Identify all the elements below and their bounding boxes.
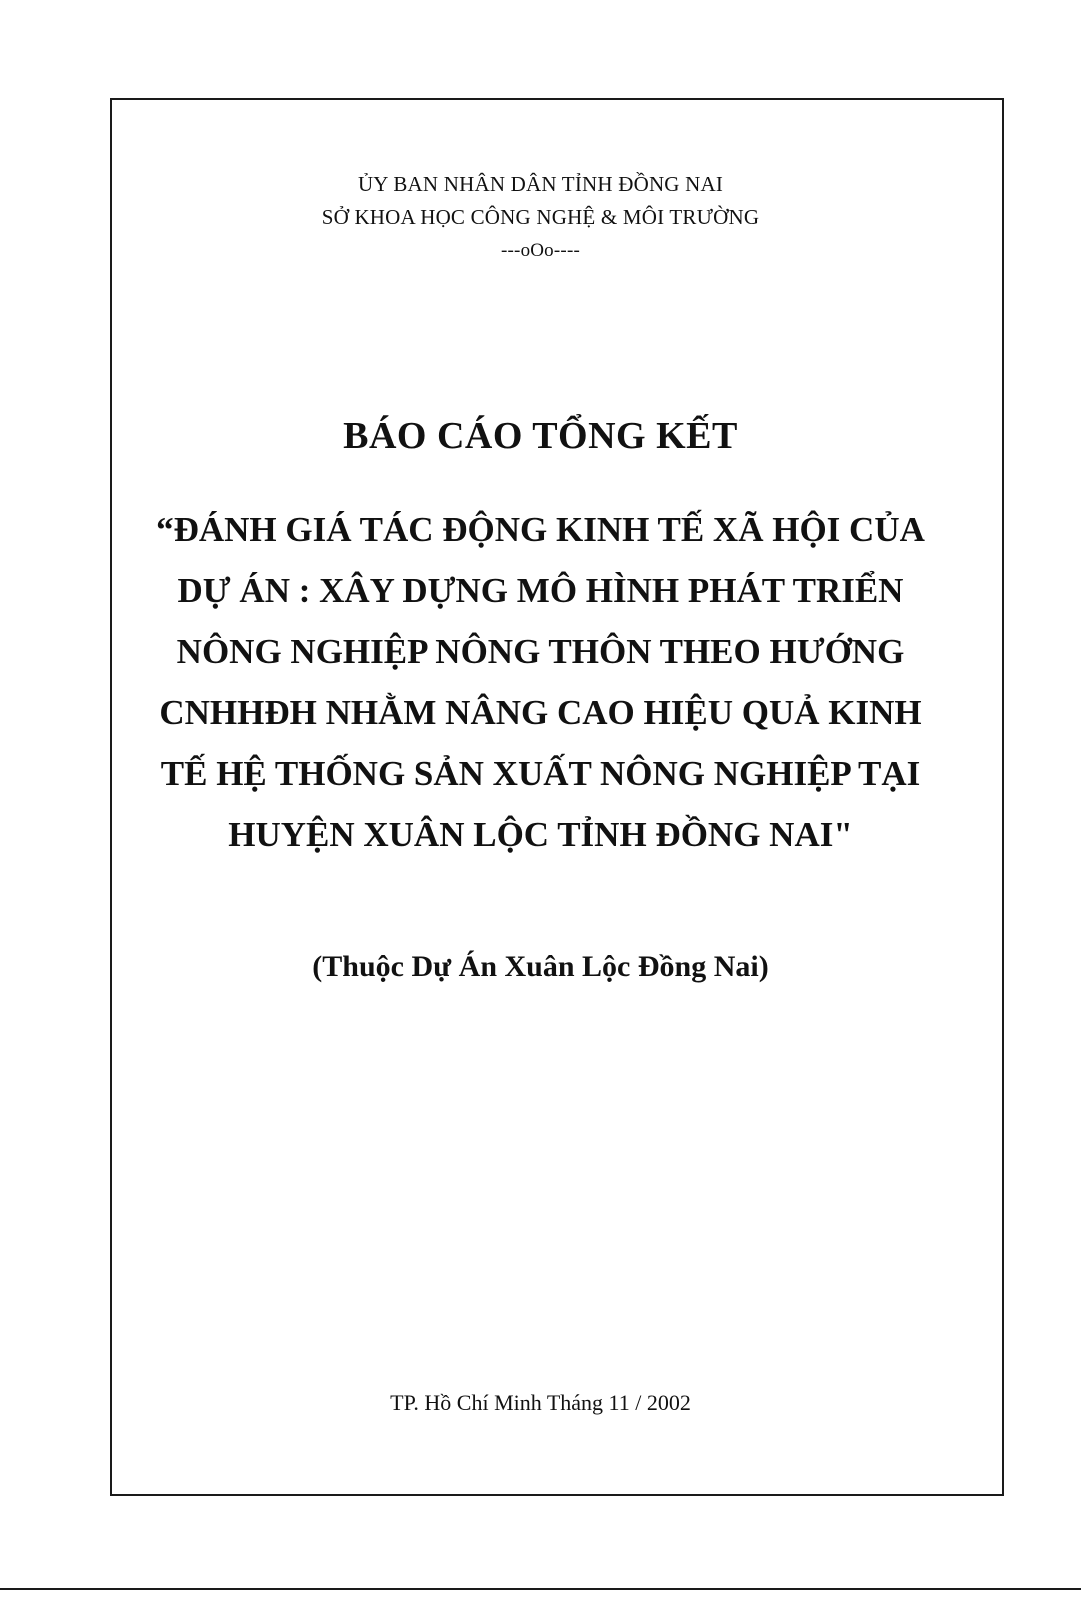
project-title-line: HUYỆN XUÂN LỘC TỈNH ĐỒNG NAI" [228, 815, 853, 854]
header-department: SỞ KHOA HỌC CÔNG NGHỆ & MÔI TRƯỜNG [321, 205, 760, 229]
project-title [0, 499, 1081, 865]
header-authority: ỦY BAN NHÂN DÂN TỈNH ĐỒNG NAI [357, 172, 724, 196]
project-title-line: CNHHĐH NHẰM NÂNG CAO HIỆU QUẢ KINH [159, 693, 922, 732]
bottom-rule [0, 1588, 1081, 1590]
header-ornament: ---oOo---- [500, 240, 580, 261]
project-title-line: “ĐÁNH GIÁ TÁC ĐỘNG KINH TẾ XÃ HỘI CỦA [156, 510, 925, 549]
project-title-line: TẾ HỆ THỐNG SẢN XUẤT NÔNG NGHIỆP TẠI [160, 754, 921, 793]
project-note: (Thuộc Dự Án Xuân Lộc Đồng Nai) [312, 950, 769, 983]
project-title-line: NÔNG NGHIỆP NÔNG THÔN THEO HƯỚNG [176, 632, 905, 671]
document-header [0, 168, 1081, 267]
place-and-date: TP. Hồ Chí Minh Tháng 11 / 2002 [390, 1390, 691, 1415]
report-title: BÁO CÁO TỔNG KẾT [343, 415, 738, 457]
project-title-line: DỰ ÁN : XÂY DỰNG MÔ HÌNH PHÁT TRIỂN [177, 571, 904, 610]
